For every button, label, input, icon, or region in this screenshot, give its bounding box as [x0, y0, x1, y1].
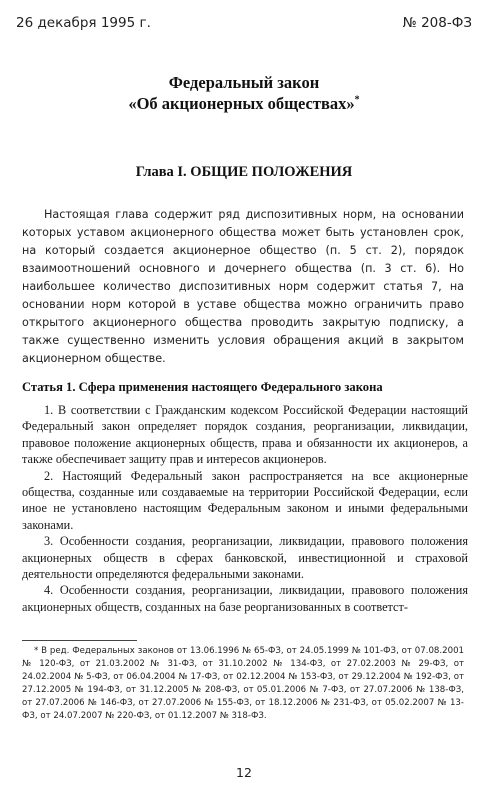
chapter-intro-paragraph: Настоящая глава содержит ряд диспозитивных норм, на основании которых уставом акционерного общества может быть установлен срок, на который создается акционерное общество (п. 5 ст. 2), порядок взаимоотношений основного и дочернего общества (п. 3 ст. 6). Но наибольшее количество диспозитивных норм содержит статья 7, на основании норм которой в уставе общества можно ограничить право открытого акционерного общества проводить закрытую подписку, а также существенно изменить условия обращения акций в закрытом акционерном обществе.	[22, 208, 464, 365]
footnote-marker: *	[354, 94, 360, 106]
law-number: № 208-ФЗ	[402, 15, 472, 31]
article-paragraph-1: 1. В соответствии с Гражданским кодексом Российской Федерации настоящий Федеральный закон определяет порядок создания, реорганизации, ликвидации, правовое положение акционерных обществ, права и обязанности их акционеров, а также обеспечивает защиту прав и интересов акционеров.	[22, 403, 468, 467]
article-body	[22, 402, 468, 615]
article-heading: Статья 1. Сфера применения настоящего Федерального закона	[22, 380, 383, 394]
law-title-line-2	[0, 93, 488, 114]
page-header	[16, 15, 472, 31]
law-title-line-1: Федеральный закон	[168, 73, 320, 92]
law-title-name: «Об акционерных обществах»	[128, 94, 355, 113]
article-paragraph-3: 3. Особенности создания, реорганизации, ликвидации, правового положения акционерных обществ в сферах банковской, инвестиционной и страховой деятельности определяются федеральными законами.	[22, 534, 468, 582]
footnote-text: * В ред. Федеральных законов от 13.06.1996 № 65-ФЗ, от 24.05.1999 № 101-ФЗ, от 07.08.2001 № 120-ФЗ, от 21.03.2002 № 31-ФЗ, от 31.10.2002 № 134-ФЗ, от 27.02.2003 № 29-ФЗ, от 24.02.2004 № 5-ФЗ, от 06.04.2004 № 17-ФЗ, от 02.12.2004 № 153-ФЗ, от 29.12.2004 № 192-ФЗ, от 27.12.2005 № 194-ФЗ, от 31.12.2005 № 208-ФЗ, от 05.01.2006 № 7-ФЗ, от 27.07.2006 № 138-ФЗ, от 27.07.2006 № 146-ФЗ, от 27.07.2006 № 155-ФЗ, от 18.12.2006 № 231-ФЗ, от 05.02.2007 № 13-ФЗ, от 24.07.2007 № 220-ФЗ, от 01.12.2007 № 318-ФЗ.	[22, 646, 464, 722]
law-title	[0, 72, 488, 114]
article-paragraph-4: 4. Особенности создания, реорганизации, ликвидации, правового положения акционерных обществ, созданных на базе реорганизованных в соответст-	[22, 583, 468, 614]
article-paragraph-2: 2. Настоящий Федеральный закон распространяется на все акционерные общества, созданные или создаваемые на территории Российской Федерации, если иное не установлено настоящим Федеральным законом и иными федеральными законами.	[22, 468, 468, 532]
chapter-heading: Глава I. ОБЩИЕ ПОЛОЖЕНИЯ	[135, 164, 353, 180]
page-number: 12	[236, 765, 252, 780]
law-date: 26 декабря 1995 г.	[16, 15, 151, 31]
footnote-divider	[22, 640, 137, 641]
